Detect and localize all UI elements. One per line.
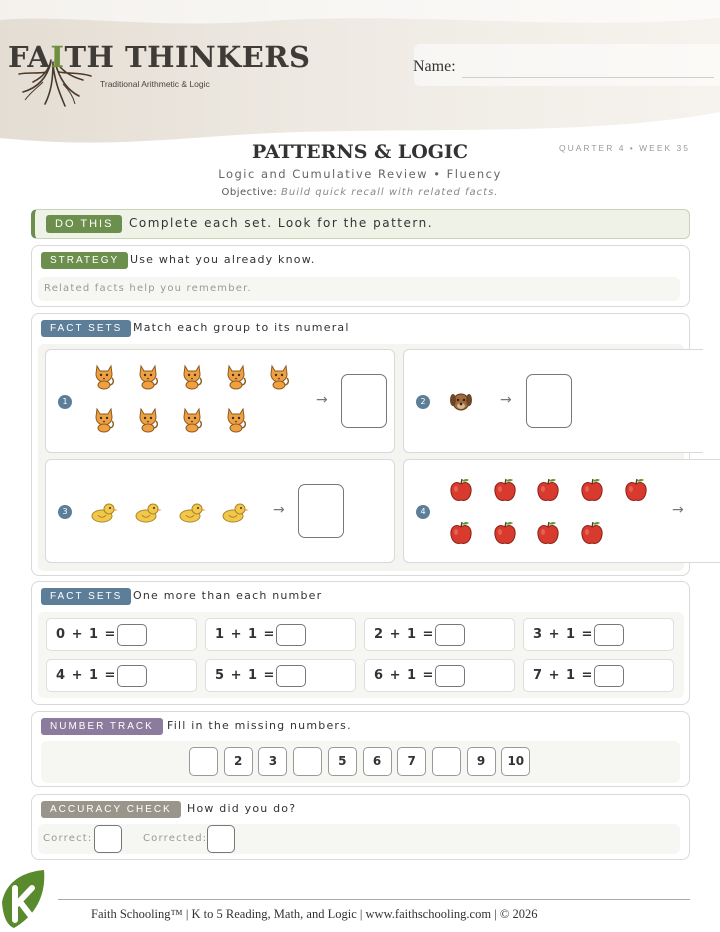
cat-icon xyxy=(90,405,118,433)
equation-text: 3 + 1 = xyxy=(533,627,594,642)
equation-text: 1 + 1 = xyxy=(215,627,276,642)
number-track-blank[interactable] xyxy=(189,747,218,776)
answer-box[interactable] xyxy=(298,484,344,538)
correct-label: Correct: xyxy=(43,833,93,844)
equation-item xyxy=(46,618,197,651)
group-number-badge: 2 xyxy=(416,395,430,409)
number-track-card xyxy=(31,711,690,787)
number-track-cell: 10 xyxy=(501,747,530,776)
footer-text: Faith Schooling™ | K to 5 Reading, Math, and Logic | www.faithschooling.com | © 2026 xyxy=(91,907,538,921)
group-number-badge: 1 xyxy=(58,395,72,409)
number-track-tag: NUMBER TRACK xyxy=(41,718,163,735)
duck-icon xyxy=(90,498,118,526)
apple-icon xyxy=(447,476,475,504)
cat-icon xyxy=(90,362,118,390)
arrow-icon: → xyxy=(500,392,512,408)
number-track-cell: 2 xyxy=(224,747,253,776)
equation-text: 7 + 1 = xyxy=(533,668,594,683)
accuracy-check-text: How did you do? xyxy=(187,802,297,815)
accuracy-check-tag: ACCURACY CHECK xyxy=(41,801,181,818)
group-box-4 xyxy=(403,459,720,563)
group-box-2 xyxy=(403,349,703,453)
answer-box[interactable] xyxy=(341,374,387,428)
number-track-blank[interactable] xyxy=(293,747,322,776)
equation-item xyxy=(523,618,674,651)
strategy-card xyxy=(31,245,690,307)
answer-box[interactable] xyxy=(276,665,306,687)
equation-item xyxy=(523,659,674,692)
cat-icon xyxy=(222,405,250,433)
equation-text: 2 + 1 = xyxy=(374,627,435,642)
equation-item xyxy=(364,659,515,692)
brand-tagline: Traditional Arithmetic & Logic xyxy=(100,79,210,89)
cat-icon xyxy=(134,405,162,433)
brand-name: FAITH THINKERS xyxy=(8,40,311,74)
apple-icon xyxy=(578,519,606,547)
equation-text: 6 + 1 = xyxy=(374,668,435,683)
name-label: Name: xyxy=(413,58,456,75)
strategy-note-box xyxy=(38,277,680,301)
cat-icon xyxy=(222,362,250,390)
cat-icon xyxy=(178,405,206,433)
number-track-cell: 9 xyxy=(467,747,496,776)
arrow-icon: → xyxy=(316,392,328,408)
number-track-cell: 6 xyxy=(363,747,392,776)
strategy-tag: STRATEGY xyxy=(41,252,128,269)
answer-box[interactable] xyxy=(117,665,147,687)
number-track-cell: 5 xyxy=(328,747,357,776)
do-this-tag: DO THIS xyxy=(46,215,122,233)
equation-text: 4 + 1 = xyxy=(56,668,117,683)
number-track-cell: 3 xyxy=(258,747,287,776)
apple-icon xyxy=(491,476,519,504)
fact-sets-matching-text: Match each group to its numeral xyxy=(133,321,350,334)
apple-icon xyxy=(491,519,519,547)
duck-icon xyxy=(221,498,249,526)
corrected-label: Corrected: xyxy=(143,833,208,844)
dog-icon xyxy=(447,387,475,415)
corrected-box[interactable] xyxy=(207,825,235,853)
apple-icon xyxy=(534,476,562,504)
number-track-text: Fill in the missing numbers. xyxy=(167,719,352,732)
duck-icon xyxy=(178,498,206,526)
equation-item xyxy=(46,659,197,692)
page-subtitle: Logic and Cumulative Review • Fluency xyxy=(218,167,502,181)
accuracy-check-card xyxy=(31,794,690,860)
equation-item xyxy=(364,618,515,651)
strategy-note: Related facts help you remember. xyxy=(44,283,252,294)
name-field-background xyxy=(414,44,720,86)
answer-box[interactable] xyxy=(117,624,147,646)
do-this-banner xyxy=(31,209,690,239)
arrow-icon: → xyxy=(672,502,684,518)
equation-item xyxy=(205,659,356,692)
objective xyxy=(0,187,720,198)
apple-icon xyxy=(578,476,606,504)
duck-icon xyxy=(134,498,162,526)
cat-icon xyxy=(178,362,206,390)
do-this-text: Complete each set. Look for the pattern. xyxy=(129,216,434,230)
objective-text: Build quick recall with related facts. xyxy=(281,187,499,198)
equation-text: 0 + 1 = xyxy=(56,627,117,642)
group-box-3 xyxy=(45,459,395,563)
answer-box[interactable] xyxy=(435,665,465,687)
apple-icon xyxy=(447,519,475,547)
cat-icon xyxy=(134,362,162,390)
correct-box[interactable] xyxy=(94,825,122,853)
fact-sets-matching-tag: FACT SETS xyxy=(41,320,131,337)
number-track-area xyxy=(41,741,680,783)
k-logo-icon xyxy=(0,868,48,932)
answer-box[interactable] xyxy=(594,624,624,646)
objective-label: Objective: xyxy=(221,187,278,198)
number-track-blank[interactable] xyxy=(432,747,461,776)
group-number-badge: 4 xyxy=(416,505,430,519)
accuracy-area xyxy=(38,824,680,854)
strategy-text: Use what you already know. xyxy=(130,253,316,266)
quarter-week-label: QUARTER 4 • WEEK 35 xyxy=(558,143,690,153)
answer-box[interactable] xyxy=(526,374,572,428)
answer-box[interactable] xyxy=(276,624,306,646)
arrow-icon: → xyxy=(273,502,285,518)
answer-box[interactable] xyxy=(435,624,465,646)
cat-icon xyxy=(265,362,293,390)
number-track-cell: 7 xyxy=(397,747,426,776)
fact-sets-one-more-text: One more than each number xyxy=(133,589,323,602)
equation-text: 5 + 1 = xyxy=(215,668,276,683)
apple-icon xyxy=(534,519,562,547)
name-input-line[interactable] xyxy=(462,77,714,78)
group-number-badge: 3 xyxy=(58,505,72,519)
group-box-1 xyxy=(45,349,395,453)
footer-divider xyxy=(58,899,690,900)
page-title: PATTERNS & LOGIC xyxy=(251,141,469,163)
fact-sets-one-more-tag: FACT SETS xyxy=(41,588,131,605)
equation-item xyxy=(205,618,356,651)
apple-icon xyxy=(622,476,650,504)
answer-box[interactable] xyxy=(594,665,624,687)
